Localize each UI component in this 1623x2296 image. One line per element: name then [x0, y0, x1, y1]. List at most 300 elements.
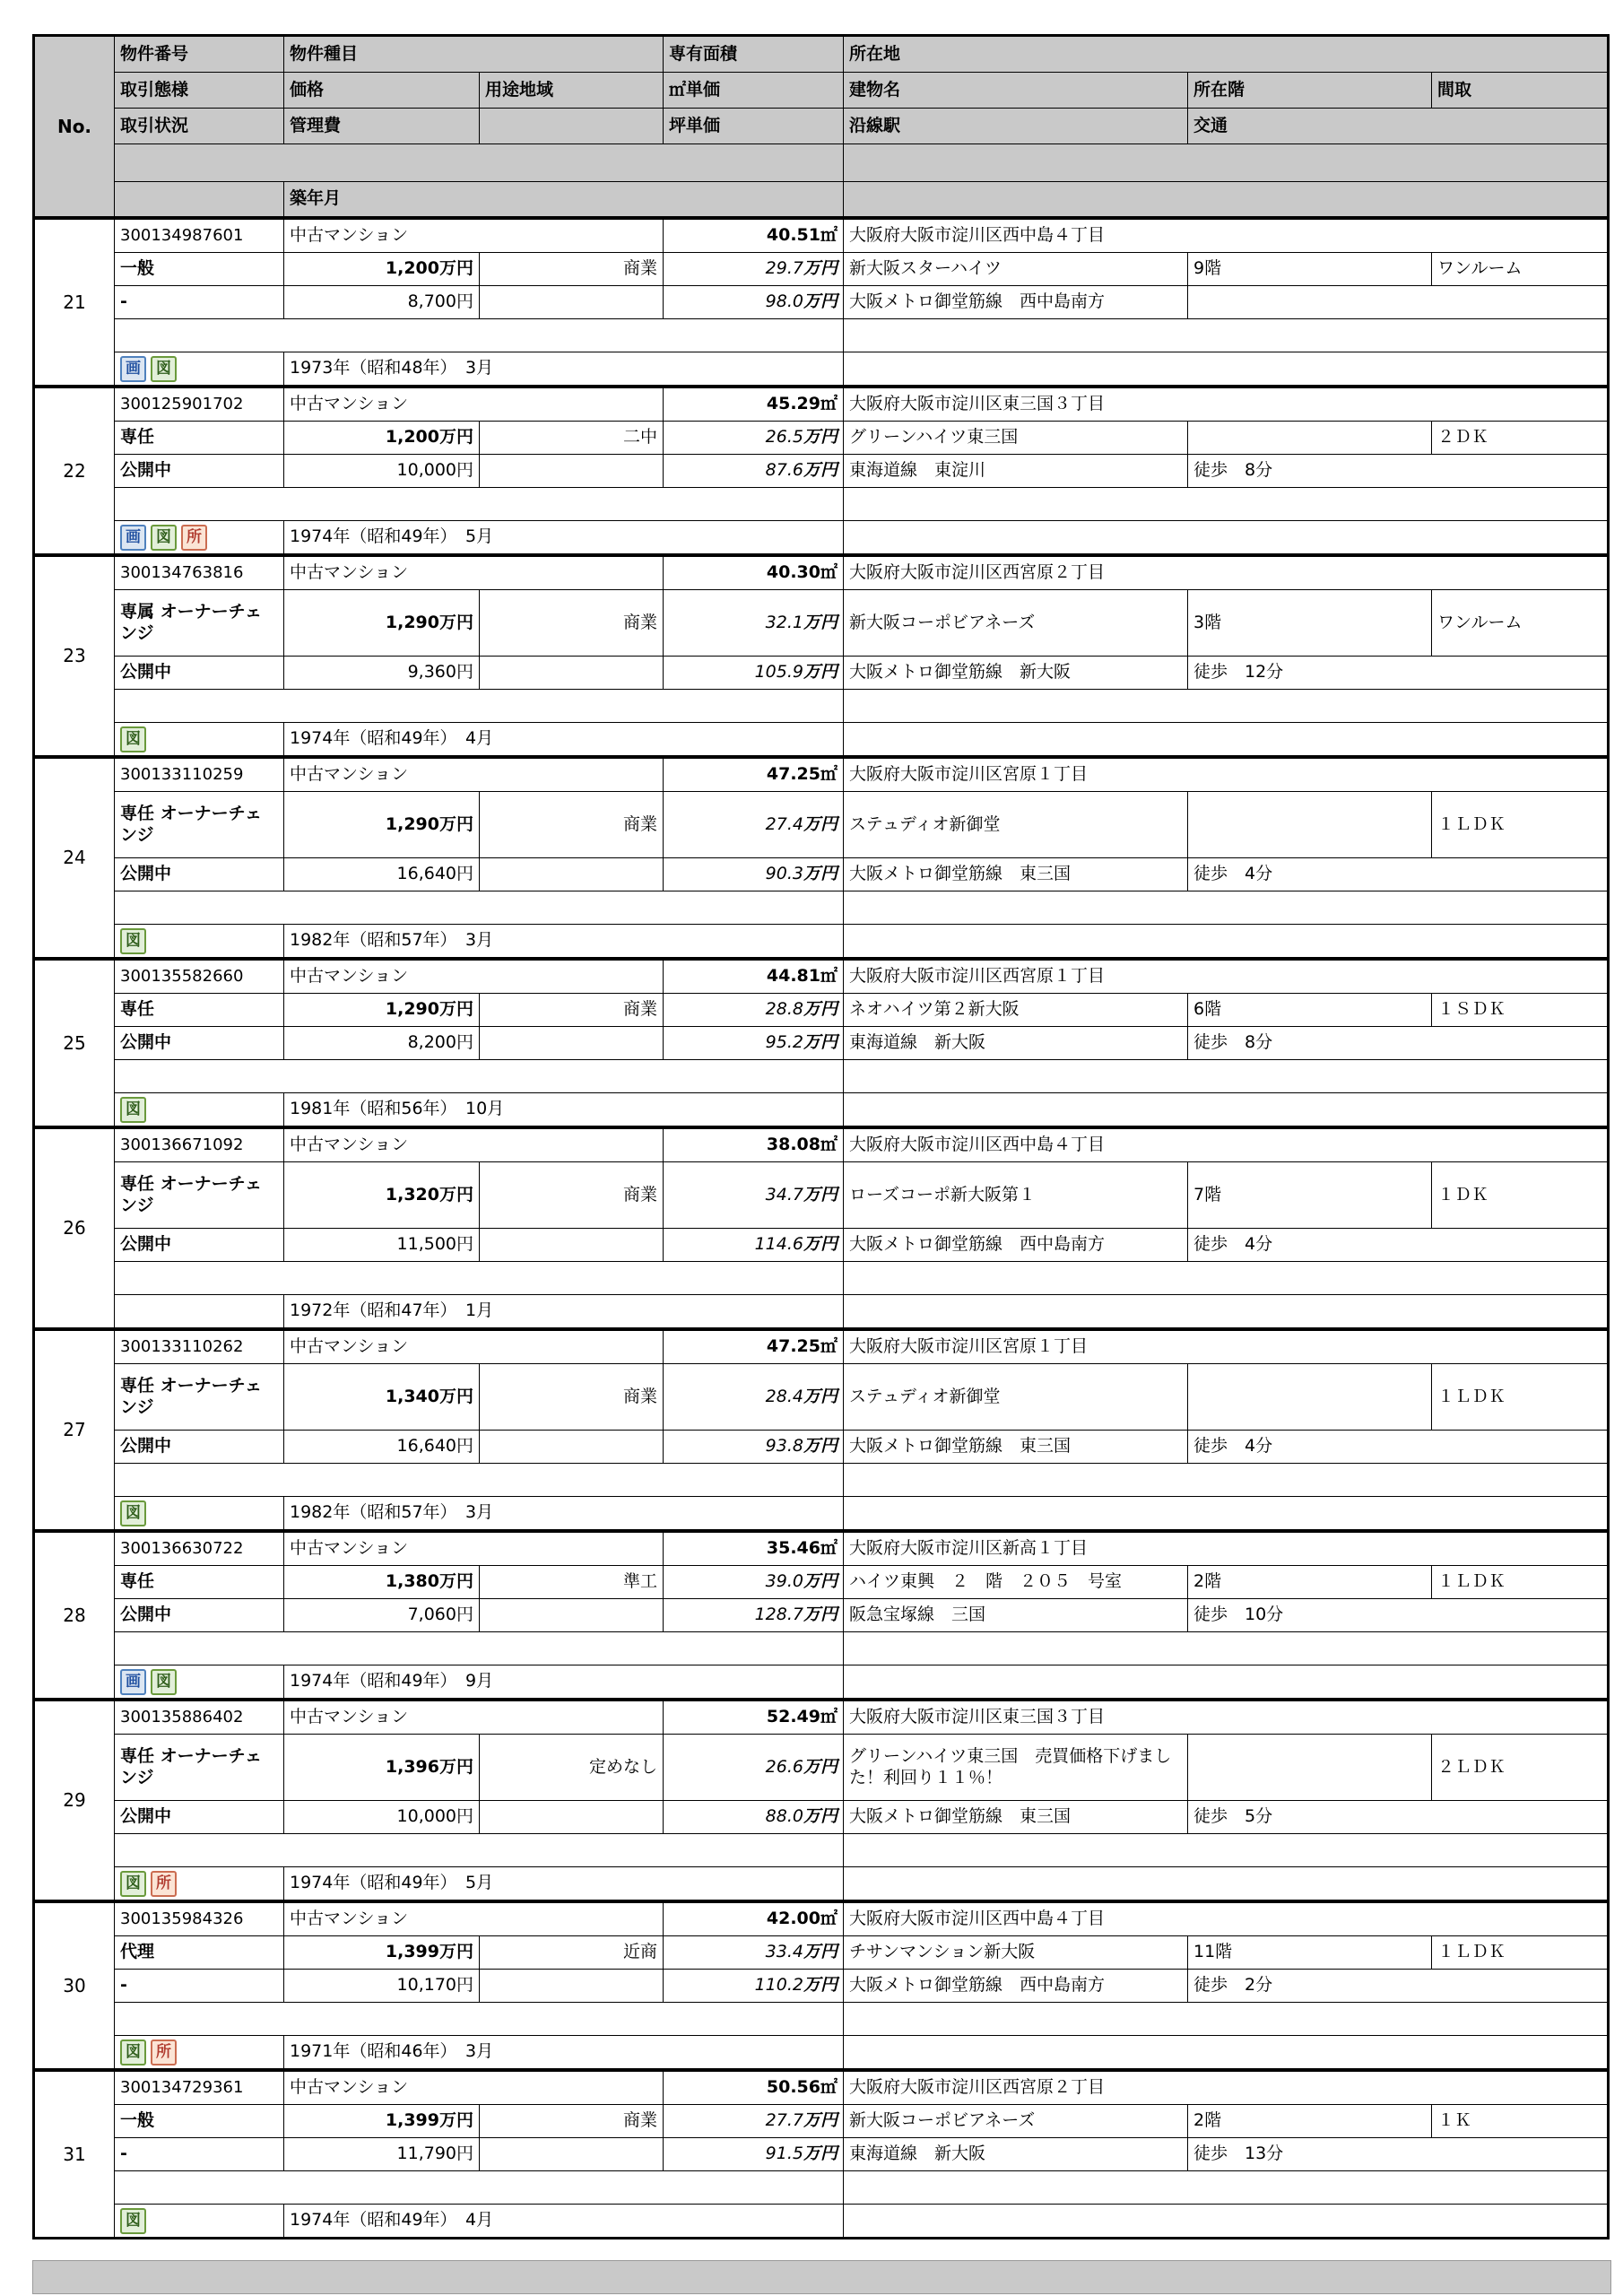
unit-price-tsubo: [664, 1431, 844, 1464]
empty-cell: [480, 2138, 664, 2171]
listing-block: [35, 220, 1607, 388]
unit-price-tsubo: [664, 1801, 844, 1834]
empty-cell: [115, 182, 284, 216]
walk-time: 徒歩 12分: [1188, 657, 1607, 690]
property-type: 中古マンション: [284, 1701, 664, 1735]
price: 1,290万円: [284, 994, 480, 1027]
empty-cell: [480, 1970, 664, 2003]
unit-price-tsubo-value: 114.6: [754, 1234, 803, 1255]
col-header-property-type: 物件種目: [284, 37, 664, 73]
diagram-icon[interactable]: 図: [151, 525, 177, 551]
walk-time: 徒歩 8分: [1188, 455, 1607, 488]
zoning: 商業: [480, 1364, 664, 1431]
unit-price-tsubo-value: 88.0: [765, 1806, 803, 1827]
empty-cell: [115, 1262, 844, 1295]
row-number: 21: [35, 220, 115, 385]
unit-price-sqm: [664, 422, 844, 455]
man-yen-unit: 万円: [803, 1184, 838, 1205]
man-yen-unit: 万円: [803, 813, 838, 834]
empty-cell: [844, 2205, 1607, 2237]
zoning: 定めなし: [480, 1735, 664, 1801]
unit-price-sqm: [664, 792, 844, 858]
man-yen-unit: 万円: [803, 1756, 838, 1777]
unit-price-tsubo: [664, 1970, 844, 2003]
floor: [1188, 1364, 1432, 1431]
listing-block: [35, 557, 1607, 759]
listing-block: [35, 1129, 1607, 1331]
zoning: 二中: [480, 422, 664, 455]
property-type: 中古マンション: [284, 961, 664, 994]
unit-price-tsubo-value: 128.7: [754, 1605, 803, 1625]
walk-time: 徒歩 8分: [1188, 1027, 1607, 1060]
price: 1,320万円: [284, 1162, 480, 1229]
unit-price-sqm: [664, 253, 844, 286]
unit-price-sqm: [664, 2105, 844, 2138]
col-header-zoning: 用途地域: [480, 73, 664, 109]
unit-price-tsubo: [664, 286, 844, 319]
unit-price-sqm: [664, 1364, 844, 1431]
deal-status: 公開中: [115, 657, 284, 690]
line-station: 東海道線 新大阪: [844, 2138, 1188, 2171]
floor: 11階: [1188, 1936, 1432, 1970]
empty-cell: [115, 1060, 844, 1093]
empty-cell: [480, 858, 664, 891]
unit-price-tsubo-value: 90.3: [765, 864, 803, 884]
address: 大阪府大阪市淀川区西宮原１丁目: [844, 961, 1607, 994]
empty-cell: [844, 352, 1607, 385]
man-yen-unit: 万円: [803, 1234, 838, 1255]
col-header-building-name: 建物名: [844, 73, 1188, 109]
price: 1,399万円: [284, 1936, 480, 1970]
empty-cell: [115, 1464, 844, 1497]
building-name: グリーンハイツ東三国 売買価格下げました！利回り１１％！: [844, 1735, 1188, 1801]
management-fee: 11,790円: [284, 2138, 480, 2171]
area-value: 50.56㎡: [664, 2072, 844, 2105]
empty-cell: [844, 1060, 1607, 1093]
col-header-deal-type: 取引態様: [115, 73, 284, 109]
bottom-bar: [32, 2260, 1611, 2294]
address: 大阪府大阪市淀川区東三国３丁目: [844, 388, 1607, 422]
listing-block: [35, 961, 1607, 1129]
floor: 3階: [1188, 590, 1432, 657]
listing-icons: [115, 723, 284, 755]
empty-cell: [480, 109, 664, 144]
empty-cell: [844, 1497, 1607, 1529]
man-yen-unit: 万円: [803, 1032, 838, 1053]
empty-cell: [115, 488, 844, 521]
property-id: 300134763816: [115, 557, 284, 590]
deal-status: -: [115, 286, 284, 319]
deal-status: 公開中: [115, 1027, 284, 1060]
diagram-icon[interactable]: 図: [120, 1500, 146, 1526]
man-yen-unit: 万円: [803, 2144, 838, 2164]
unit-price-tsubo: [664, 1229, 844, 1262]
empty-cell: [480, 1027, 664, 1060]
image-icon[interactable]: 画: [120, 525, 146, 551]
man-yen-unit: 万円: [803, 1806, 838, 1827]
empty-cell: [844, 690, 1607, 723]
empty-cell: [115, 144, 844, 182]
listing-block: [35, 759, 1607, 961]
empty-cell: [844, 488, 1607, 521]
layout: ２ＤＫ: [1432, 422, 1607, 455]
empty-cell: [844, 2171, 1607, 2205]
row-number: 27: [35, 1331, 115, 1529]
address: 大阪府大阪市淀川区西宮原２丁目: [844, 2072, 1607, 2105]
listing-icons: [115, 352, 284, 385]
layout: １Ｋ: [1432, 2105, 1607, 2138]
unit-price-sqm: [664, 994, 844, 1027]
deal-type: 専任 オーナーチェンジ: [115, 1364, 284, 1431]
walk-time: [1188, 286, 1607, 319]
address: 大阪府大阪市淀川区西中島４丁目: [844, 1129, 1607, 1162]
col-header-floor: 所在階: [1188, 73, 1432, 109]
area-value: 44.81㎡: [664, 961, 844, 994]
property-id: 300134729361: [115, 2072, 284, 2105]
line-station: 阪急宝塚線 三国: [844, 1599, 1188, 1632]
col-header-no: No.: [35, 37, 115, 216]
unit-price-sqm: [664, 1735, 844, 1801]
unit-price-tsubo: [664, 858, 844, 891]
address: 大阪府大阪市淀川区西中島４丁目: [844, 1903, 1607, 1936]
deal-status: 公開中: [115, 1229, 284, 1262]
image-icon[interactable]: 画: [120, 356, 146, 382]
address: 大阪府大阪市淀川区西中島４丁目: [844, 220, 1607, 253]
deal-type: 専任: [115, 994, 284, 1027]
col-header-unit-price-tsubo: 坪単価: [664, 109, 844, 144]
price: 1,290万円: [284, 792, 480, 858]
address: 大阪府大阪市淀川区東三国３丁目: [844, 1701, 1607, 1735]
listing-block: [35, 1701, 1607, 1903]
col-header-price: 価格: [284, 73, 480, 109]
management-fee: 7,060円: [284, 1599, 480, 1632]
deal-type: 専属 オーナーチェンジ: [115, 590, 284, 657]
location-icon[interactable]: 所: [181, 525, 207, 551]
empty-cell: [480, 1229, 664, 1262]
empty-cell: [480, 657, 664, 690]
row-number: 25: [35, 961, 115, 1126]
area-value: 47.25㎡: [664, 759, 844, 792]
diagram-icon[interactable]: 図: [120, 726, 146, 752]
unit-price-tsubo: [664, 2138, 844, 2171]
deal-status: 公開中: [115, 1431, 284, 1464]
line-station: 大阪メトロ御堂筋線 東三国: [844, 1431, 1188, 1464]
unit-price-tsubo-value: 98.0: [765, 291, 803, 312]
unit-price-tsubo: [664, 1599, 844, 1632]
man-yen-unit: 万円: [803, 460, 838, 481]
row-number: 30: [35, 1903, 115, 2068]
property-type: 中古マンション: [284, 2072, 664, 2105]
walk-time: 徒歩 10分: [1188, 1599, 1607, 1632]
unit-price-tsubo: [664, 657, 844, 690]
property-id: 300135582660: [115, 961, 284, 994]
price: 1,396万円: [284, 1735, 480, 1801]
empty-cell: [115, 690, 844, 723]
layout: ワンルーム: [1432, 253, 1607, 286]
deal-type: 一般: [115, 253, 284, 286]
property-id: 300134987601: [115, 220, 284, 253]
price: 1,380万円: [284, 1566, 480, 1599]
unit-price-tsubo: [664, 455, 844, 488]
zoning: 商業: [480, 2105, 664, 2138]
empty-cell: [844, 891, 1607, 925]
unit-price-sqm: [664, 590, 844, 657]
management-fee: 8,200円: [284, 1027, 480, 1060]
deal-type: 専任 オーナーチェンジ: [115, 792, 284, 858]
man-yen-unit: 万円: [803, 864, 838, 884]
layout: １ＤＫ: [1432, 1162, 1607, 1229]
man-yen-unit: 万円: [803, 1605, 838, 1625]
building-name: チサンマンション新大阪: [844, 1936, 1188, 1970]
listing-block: [35, 1331, 1607, 1533]
walk-time: 徒歩 2分: [1188, 1970, 1607, 2003]
diagram-icon[interactable]: 図: [120, 1097, 146, 1123]
empty-cell: [480, 286, 664, 319]
built-date: 1974年（昭和49年） 5月: [284, 1867, 844, 1900]
empty-cell: [844, 2036, 1607, 2068]
table-header: [35, 37, 1607, 220]
area-value: 40.51㎡: [664, 220, 844, 253]
empty-cell: [844, 1665, 1607, 1698]
empty-cell: [115, 319, 844, 352]
built-date: 1974年（昭和49年） 4月: [284, 2205, 844, 2237]
empty-cell: [844, 1867, 1607, 1900]
col-header-built: 築年月: [284, 182, 844, 216]
empty-cell: [844, 1295, 1607, 1327]
empty-cell: [844, 1262, 1607, 1295]
unit-price-sqm: [664, 1936, 844, 1970]
line-station: 大阪メトロ御堂筋線 西中島南方: [844, 1970, 1188, 2003]
floor: [1188, 1735, 1432, 1801]
location-icon[interactable]: 所: [151, 2039, 177, 2066]
diagram-icon[interactable]: 図: [120, 1871, 146, 1897]
man-yen-unit: 万円: [803, 662, 838, 683]
deal-status: 公開中: [115, 858, 284, 891]
image-icon[interactable]: 画: [120, 1669, 146, 1695]
row-number: 31: [35, 2072, 115, 2237]
area-value: 35.46㎡: [664, 1533, 844, 1566]
diagram-icon[interactable]: 図: [151, 356, 177, 382]
built-date: 1971年（昭和46年） 3月: [284, 2036, 844, 2068]
zoning: 近商: [480, 1936, 664, 1970]
line-station: 大阪メトロ御堂筋線 東三国: [844, 1801, 1188, 1834]
zoning: 商業: [480, 792, 664, 858]
building-name: グリーンハイツ東三国: [844, 422, 1188, 455]
built-date: 1982年（昭和57年） 3月: [284, 925, 844, 957]
built-date: 1974年（昭和49年） 5月: [284, 521, 844, 553]
zoning: 商業: [480, 994, 664, 1027]
man-yen-unit: 万円: [803, 1386, 838, 1406]
deal-type: 専任: [115, 422, 284, 455]
empty-cell: [844, 1834, 1607, 1867]
line-station: 大阪メトロ御堂筋線 西中島南方: [844, 286, 1188, 319]
area-value: 45.29㎡: [664, 388, 844, 422]
floor: 2階: [1188, 1566, 1432, 1599]
row-number: 23: [35, 557, 115, 755]
listing-table: [32, 34, 1610, 2239]
built-date: 1974年（昭和49年） 4月: [284, 723, 844, 755]
unit-price-sqm-value: 33.4: [765, 1942, 803, 1962]
management-fee: 10,170円: [284, 1970, 480, 2003]
walk-time: 徒歩 13分: [1188, 2138, 1607, 2171]
built-date: 1982年（昭和57年） 3月: [284, 1497, 844, 1529]
empty-cell: [844, 1464, 1607, 1497]
line-station: 東海道線 新大阪: [844, 1027, 1188, 1060]
empty-cell: [844, 521, 1607, 553]
property-type: 中古マンション: [284, 557, 664, 590]
area-value: 52.49㎡: [664, 1701, 844, 1735]
unit-price-sqm-value: 28.8: [765, 999, 803, 1020]
diagram-icon[interactable]: 図: [120, 928, 146, 954]
property-id: 300136671092: [115, 1129, 284, 1162]
price: 1,200万円: [284, 253, 480, 286]
unit-price-sqm: [664, 1566, 844, 1599]
deal-status: 公開中: [115, 1801, 284, 1834]
property-type: 中古マンション: [284, 1533, 664, 1566]
line-station: 大阪メトロ御堂筋線 新大阪: [844, 657, 1188, 690]
unit-price-sqm-value: 26.6: [765, 1756, 803, 1777]
unit-price-tsubo: [664, 1027, 844, 1060]
price: 1,200万円: [284, 422, 480, 455]
unit-price-sqm-value: 26.5: [765, 427, 803, 448]
listing-icons: [115, 925, 284, 957]
col-header-management-fee: 管理費: [284, 109, 480, 144]
management-fee: 16,640円: [284, 858, 480, 891]
col-header-line-station: 沿線駅: [844, 109, 1188, 144]
management-fee: 9,360円: [284, 657, 480, 690]
zoning: 商業: [480, 1162, 664, 1229]
area-value: 40.30㎡: [664, 557, 844, 590]
listing-icons: [115, 2036, 284, 2068]
row-number: 29: [35, 1701, 115, 1900]
built-date: 1981年（昭和56年） 10月: [284, 1093, 844, 1126]
col-header-transport: 交通: [1188, 109, 1607, 144]
deal-type: 専任: [115, 1566, 284, 1599]
building-name: 新大阪コーポビアネーズ: [844, 2105, 1188, 2138]
empty-cell: [844, 2003, 1607, 2036]
man-yen-unit: 万円: [803, 612, 838, 632]
listing-block: [35, 2072, 1607, 2237]
unit-price-tsubo-value: 93.8: [765, 1436, 803, 1457]
address: 大阪府大阪市淀川区新高１丁目: [844, 1533, 1607, 1566]
empty-cell: [844, 182, 1607, 216]
empty-cell: [480, 455, 664, 488]
zoning: 商業: [480, 590, 664, 657]
address: 大阪府大阪市淀川区宮原１丁目: [844, 1331, 1607, 1364]
listing-icons: [115, 2205, 284, 2237]
building-name: ネオハイツ第２新大阪: [844, 994, 1188, 1027]
empty-cell: [844, 1093, 1607, 1126]
col-header-unit-price-sqm: ㎡単価: [664, 73, 844, 109]
property-id: 300135886402: [115, 1701, 284, 1735]
unit-price-sqm-value: 28.4: [765, 1386, 803, 1406]
floor: [1188, 792, 1432, 858]
col-header-deal-status: 取引状況: [115, 109, 284, 144]
listing-block: [35, 388, 1607, 557]
walk-time: 徒歩 5分: [1188, 1801, 1607, 1834]
row-number: 22: [35, 388, 115, 553]
layout: １ＬＤＫ: [1432, 792, 1607, 858]
walk-time: 徒歩 4分: [1188, 1431, 1607, 1464]
empty-cell: [115, 2003, 844, 2036]
row-number: 28: [35, 1533, 115, 1698]
property-id: 300136630722: [115, 1533, 284, 1566]
empty-cell: [115, 1834, 844, 1867]
property-type: 中古マンション: [284, 1331, 664, 1364]
floor: 9階: [1188, 253, 1432, 286]
man-yen-unit: 万円: [803, 427, 838, 448]
man-yen-unit: 万円: [803, 1571, 838, 1592]
address: 大阪府大阪市淀川区宮原１丁目: [844, 759, 1607, 792]
layout: １ＬＤＫ: [1432, 1936, 1607, 1970]
empty-cell: [844, 1632, 1607, 1665]
empty-cell: [115, 1632, 844, 1665]
unit-price-sqm-value: 27.4: [765, 813, 803, 834]
deal-status: -: [115, 1970, 284, 2003]
line-station: 大阪メトロ御堂筋線 東三国: [844, 858, 1188, 891]
col-header-address: 所在地: [844, 37, 1607, 73]
built-date: 1973年（昭和48年） 3月: [284, 352, 844, 385]
listing-icons: [115, 1665, 284, 1698]
price: 1,340万円: [284, 1364, 480, 1431]
area-value: 47.25㎡: [664, 1331, 844, 1364]
price: 1,290万円: [284, 590, 480, 657]
location-icon[interactable]: 所: [151, 1871, 177, 1897]
management-fee: 11,500円: [284, 1229, 480, 1262]
listing-icons: [115, 1093, 284, 1126]
property-id: 300133110259: [115, 759, 284, 792]
listing-block: [35, 1533, 1607, 1701]
empty-cell: [844, 144, 1607, 182]
property-type: 中古マンション: [284, 220, 664, 253]
row-number: 26: [35, 1129, 115, 1327]
man-yen-unit: 万円: [803, 258, 838, 279]
diagram-icon[interactable]: 図: [120, 2208, 146, 2234]
building-name: 新大阪コーポビアネーズ: [844, 590, 1188, 657]
layout: １ＳＤＫ: [1432, 994, 1607, 1027]
deal-status: 公開中: [115, 1599, 284, 1632]
man-yen-unit: 万円: [803, 1942, 838, 1962]
property-type: 中古マンション: [284, 388, 664, 422]
listing-icons: [115, 1867, 284, 1900]
property-id: 300125901702: [115, 388, 284, 422]
deal-status: 公開中: [115, 455, 284, 488]
unit-price-sqm-value: 39.0: [765, 1571, 803, 1592]
walk-time: 徒歩 4分: [1188, 1229, 1607, 1262]
empty-cell: [480, 1599, 664, 1632]
diagram-icon[interactable]: 図: [151, 1669, 177, 1695]
man-yen-unit: 万円: [803, 2110, 838, 2131]
floor: 2階: [1188, 2105, 1432, 2138]
building-name: ローズコーポ新大阪第１: [844, 1162, 1188, 1229]
man-yen-unit: 万円: [803, 291, 838, 312]
building-name: ステュディオ新御堂: [844, 1364, 1188, 1431]
property-type: 中古マンション: [284, 1129, 664, 1162]
unit-price-tsubo-value: 87.6: [765, 460, 803, 481]
unit-price-sqm-value: 34.7: [765, 1184, 803, 1205]
diagram-icon[interactable]: 図: [120, 2039, 146, 2066]
zoning: 準工: [480, 1566, 664, 1599]
col-header-area: 専有面積: [664, 37, 844, 73]
listing-icons: [115, 1295, 284, 1327]
unit-price-sqm-value: 32.1: [765, 612, 803, 632]
address: 大阪府大阪市淀川区西宮原２丁目: [844, 557, 1607, 590]
layout: １ＬＤＫ: [1432, 1566, 1607, 1599]
floor: 7階: [1188, 1162, 1432, 1229]
empty-cell: [115, 2171, 844, 2205]
man-yen-unit: 万円: [803, 1436, 838, 1457]
layout: ２ＬＤＫ: [1432, 1735, 1607, 1801]
